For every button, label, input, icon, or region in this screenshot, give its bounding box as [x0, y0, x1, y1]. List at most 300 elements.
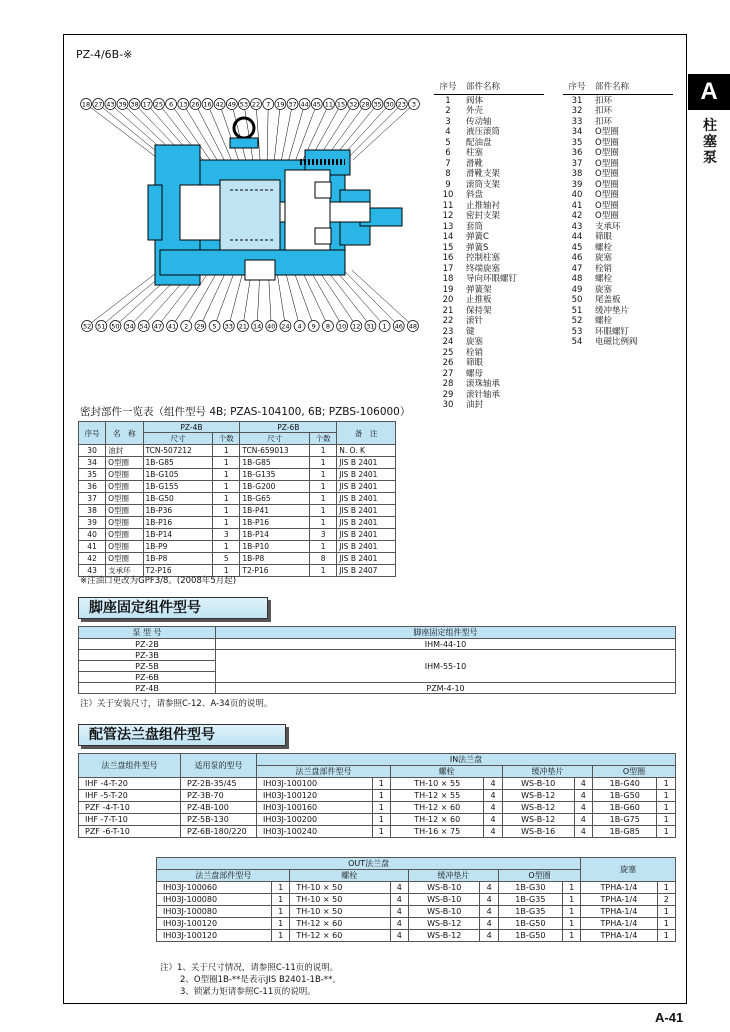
table-cell: 支承环 — [106, 565, 143, 577]
part-name: 筛眼 — [466, 358, 484, 368]
pump-cross-section-diagram — [70, 90, 430, 340]
foot-note: 注）关于安装尺寸，请参照C-12、A-34页的说明。 — [80, 699, 273, 709]
part-row — [563, 327, 683, 338]
table-cell: 1 — [213, 517, 240, 529]
part-name: O型圈 — [595, 127, 619, 137]
table-cell: 1B-G200 — [240, 481, 310, 493]
callout-label: 3 — [411, 100, 416, 109]
table-row — [79, 505, 396, 517]
table-cell: 36 — [79, 481, 106, 493]
part-number: 34 — [571, 127, 583, 137]
table-cell: O型圈 — [106, 481, 143, 493]
table-row — [79, 541, 396, 553]
part-number: 42 — [571, 211, 583, 221]
table-cell: 4 — [574, 814, 592, 826]
table-cell: PZ-3B-70 — [181, 790, 257, 802]
table-cell: PZF -6-T-10 — [79, 826, 181, 838]
table-cell: 1 — [310, 445, 337, 457]
flange-section-title: 配管法兰盘组件型号 — [78, 724, 286, 746]
part-name: 键 — [466, 326, 475, 337]
table-cell: TH-12 × 60 — [290, 918, 390, 930]
table-cell: TCN-507212 — [143, 445, 213, 457]
part-number: 20 — [442, 295, 454, 305]
callout-label: 31 — [366, 322, 375, 331]
part-number: 40 — [571, 190, 583, 200]
part-row — [563, 96, 683, 107]
part-row — [563, 253, 683, 264]
part-number: 54 — [571, 337, 583, 347]
flange-notes: 注）1、关于尺寸情况，请参照C-11页的说明。 2、O型圈1B-**是表示JIS B2401-1B-**。 3、锁紧力矩请参照C-11页的说明。 — [160, 963, 341, 997]
table-cell: 1 — [657, 790, 676, 802]
part-number: 17 — [442, 263, 454, 274]
table-row — [157, 918, 676, 930]
callout-leader — [277, 270, 286, 326]
table-cell: 34 — [79, 457, 106, 469]
part-name: 液压滚筒 — [466, 127, 501, 137]
part-name: 尾盖板 — [595, 295, 621, 305]
table-cell: 38 — [79, 505, 106, 517]
table-cell: 1 — [562, 894, 580, 906]
part-row — [434, 190, 554, 201]
part-row — [434, 337, 554, 348]
part-row — [434, 96, 554, 107]
callout-label: 29 — [196, 322, 205, 331]
callout-label: 38 — [130, 100, 139, 109]
table-row — [79, 802, 676, 814]
table-cell: TH-10 × 50 — [290, 906, 390, 918]
table-row — [79, 493, 396, 505]
callout-label: 37 — [288, 100, 297, 109]
table-cell: PZ-2B-35/45 — [181, 778, 257, 790]
callout-label: 39 — [118, 100, 127, 109]
table-cell: WS-B-10 — [409, 906, 480, 918]
callout-label: 53 — [239, 100, 249, 109]
part-row — [434, 316, 554, 327]
callout-label: 41 — [167, 322, 177, 331]
part-number: 46 — [571, 253, 583, 263]
table-cell: 1 — [657, 826, 676, 838]
part-row — [434, 180, 554, 191]
part-name: 旋塞 — [595, 253, 613, 263]
table-cell: 1B-G50 — [143, 493, 213, 505]
part-name: O型圈 — [595, 179, 619, 190]
table-cell: JIS B 2407 — [337, 565, 396, 577]
part-name: 旋塞 — [595, 284, 613, 295]
table-cell: TCN-659013 — [240, 445, 310, 457]
callout-label: 34 — [125, 322, 134, 331]
part-name: 支承环 — [595, 221, 621, 232]
part-row — [563, 127, 683, 138]
part-number: 51 — [571, 305, 583, 316]
part-number: 27 — [442, 368, 454, 379]
table-cell: 1 — [562, 930, 580, 942]
callout-label: 49 — [227, 100, 236, 109]
table-row — [157, 882, 676, 894]
table-cell: 4 — [480, 930, 498, 942]
table-cell: 1 — [310, 505, 337, 517]
page-number: A-41 — [655, 1010, 684, 1025]
table-cell: O型圈 — [106, 493, 143, 505]
table-cell: TH-12 × 55 — [391, 790, 484, 802]
callout-label: 30 — [385, 100, 394, 109]
table-cell: 4 — [484, 814, 502, 826]
table-cell: WS-B-12 — [409, 930, 480, 942]
part-row — [434, 264, 554, 275]
table-cell: T2-P16 — [143, 565, 213, 577]
table-cell: 1B-G50 — [498, 918, 562, 930]
part-row — [434, 285, 554, 296]
part-number: 8 — [445, 169, 451, 179]
table-cell: 4 — [390, 894, 408, 906]
part-name: 油封 — [466, 400, 484, 410]
table-cell: O型圈 — [106, 517, 143, 529]
callout-label: 51 — [97, 322, 106, 331]
table-cell: IH03J-100120 — [157, 930, 272, 942]
table-row — [79, 553, 396, 565]
part-row — [563, 159, 683, 170]
table-cell: PZ-6B-180/220 — [181, 826, 257, 838]
part-number: 31 — [571, 95, 583, 106]
table-cell: IH03J-100200 — [257, 814, 373, 826]
part-name: O型圈 — [595, 148, 619, 158]
part-number: 5 — [445, 137, 451, 148]
table-cell: 30 — [79, 445, 106, 457]
out-flange-table: OUT法兰盘 旋塞 法兰盘部件型号 螺栓 缓冲垫片 O型圈 IH03J-100060 1 TH-10 × 50 4 WS-B-10 4 1B-G30 1 TPHA-1/4 1 IH03J-100080 1 TH-10 × 50 4 WS-B-10 4 1B-G35 1 TPHA-1/4 2 IH03J-100080 1 TH-10 × 50 4 WS-B-10 4 1B-G35 1 TPHA-1/4 1 IH03J-100120 1 TH-12 × 60 4 WS-B-12 4 1B-G50 1 TPHA-1/4 1 IH03J-100120 1 TH-12 × 60 4 WS-B-12 4 1B-G50 1 TPHA-1/4 1 — [156, 857, 676, 942]
part-row — [563, 211, 683, 222]
table-cell: TPHA-1/4 — [581, 918, 657, 930]
table-cell: O型圈 — [106, 529, 143, 541]
table-cell: T2-P16 — [240, 565, 310, 577]
table-cell: TH-10 × 55 — [391, 778, 484, 790]
table-cell: WS-B-10 — [502, 778, 574, 790]
parts-list-right: 序号 部件名称 31 扣环 32 扣环 33 扣环 34 O型圈 35 O型圈 36 O型圈 37 O型圈 38 O型圈 39 O型圈 40 O型圈 41 O型圈 42 O型圈 43 支承环 44 筛眼 45 螺栓 46 旋塞 47 栓销 48 螺栓 49 旋塞 50 尾盖板 51 缓冲垫片 52 螺栓 53 环眼螺钉 54 电磁比例阀 — [563, 82, 683, 348]
table-cell: TPHA-1/4 — [581, 894, 657, 906]
table-cell: 39 — [79, 517, 106, 529]
part-number: 50 — [571, 295, 583, 305]
table-cell: TH-12 × 60 — [391, 802, 484, 814]
part-number: 13 — [442, 221, 454, 232]
table-cell: JIS B 2401 — [337, 481, 396, 493]
part-number: 22 — [442, 316, 454, 326]
part-name: 保持架 — [466, 305, 492, 316]
table-cell: IH03J-100080 — [157, 906, 272, 918]
table-cell: O型圈 — [106, 553, 143, 565]
table-row — [79, 826, 676, 838]
table-cell: 1 — [562, 918, 580, 930]
part-name: 止推轴衬 — [466, 200, 501, 211]
part-row — [563, 285, 683, 296]
table-cell: 1 — [213, 565, 240, 577]
part-name: 配油盘 — [466, 137, 492, 148]
table-cell: 油封 — [106, 445, 143, 457]
table-cell: 4 — [574, 826, 592, 838]
part-number: 1 — [445, 95, 451, 106]
part-row — [563, 138, 683, 149]
part-name: O型圈 — [595, 200, 619, 211]
parts-list-left: 序号 部件名称 1 阀体 2 外壳 3 传动轴 4 液压滚筒 5 配油盘 6 柱塞 7 滑靴 8 滑靴支架 9 滚筒支架 10 斜盘 11 止推轴衬 12 密封支架 13 套筒 14 弹簧C 15 弹簧S 16 控制柱塞 17 终端旋塞 18 导向环眼螺钉 19 弹簧架 20 止推板 21 保持架 22 滚针 23 键 24 旋塞 25 栓销 26 筛眼 27 螺母 28 滚珠轴承 29 滚针轴承 30 油封 — [434, 82, 554, 411]
table-cell: N. O. K — [337, 445, 396, 457]
part-row — [434, 306, 554, 317]
part-row — [434, 348, 554, 359]
table-cell: 1 — [562, 882, 580, 894]
table-cell: 1 — [213, 493, 240, 505]
part-row — [434, 148, 554, 159]
part-number: 4 — [445, 127, 451, 137]
table-cell: 1B-P8 — [240, 553, 310, 565]
model-title: PZ-4/6B-※ — [76, 48, 133, 61]
part-row — [434, 253, 554, 264]
table-cell: 1B-P8 — [143, 553, 213, 565]
part-number: 41 — [571, 200, 583, 211]
table-cell: O型圈 — [106, 457, 143, 469]
table-cell: IH03J-100120 — [157, 918, 272, 930]
table-cell: 1 — [213, 481, 240, 493]
table-cell: 4 — [484, 778, 502, 790]
table-cell: JIS B 2401 — [337, 529, 396, 541]
table-row — [79, 517, 396, 529]
callout-label: 17 — [142, 100, 151, 109]
part-name: 栓销 — [595, 263, 613, 274]
callout-label: 6 — [169, 100, 174, 109]
table-cell: 4 — [390, 906, 408, 918]
part-row — [563, 169, 683, 180]
table-cell: 1B-G135 — [240, 469, 310, 481]
table-cell: TH-10 × 50 — [290, 894, 390, 906]
part-row — [434, 201, 554, 212]
callout-leader — [229, 270, 244, 326]
table-cell: 40 — [79, 529, 106, 541]
table-cell: WS-B-12 — [502, 802, 574, 814]
part-name: 止推板 — [466, 295, 492, 305]
callout-label: 23 — [397, 100, 406, 109]
part-number: 11 — [442, 200, 454, 211]
table-cell: 1B-G60 — [593, 802, 657, 814]
callout-leader — [87, 270, 160, 326]
part-number: 53 — [571, 326, 583, 337]
part-row — [563, 306, 683, 317]
table-cell: 4 — [390, 882, 408, 894]
part-row — [563, 222, 683, 233]
part-row — [563, 243, 683, 254]
part-row — [563, 180, 683, 191]
table-cell: IH03J-100240 — [257, 826, 373, 838]
part-row — [434, 211, 554, 222]
table-cell: TPHA-1/4 — [581, 930, 657, 942]
table-cell: 4 — [390, 930, 408, 942]
table-cell: 1 — [310, 541, 337, 553]
table-cell: 41 — [79, 541, 106, 553]
part-row — [434, 106, 554, 117]
table-cell: 1B-G35 — [498, 906, 562, 918]
callout-leader — [293, 270, 313, 326]
callout-label: 11 — [324, 100, 334, 109]
table-row — [157, 906, 676, 918]
callout-label: 13 — [179, 100, 188, 109]
callout-label: 27 — [94, 100, 103, 109]
part-name: 滚针轴承 — [466, 389, 501, 400]
part-row — [563, 264, 683, 275]
part-name: O型圈 — [595, 211, 619, 221]
part-name: 滚珠轴承 — [466, 379, 501, 389]
table-cell: 4 — [574, 778, 592, 790]
part-name: 弹簧C — [466, 232, 489, 242]
part-name: 阀体 — [466, 95, 484, 106]
part-number: 29 — [442, 389, 454, 400]
section-tab-text: 柱 塞 泵 — [703, 118, 717, 166]
part-name: O型圈 — [595, 190, 619, 200]
table-cell: 4 — [480, 906, 498, 918]
table-cell: 1 — [213, 505, 240, 517]
part-row — [434, 222, 554, 233]
table-cell: 5 — [213, 553, 240, 565]
table-cell: 1 — [272, 894, 290, 906]
table-cell: 1B-G65 — [240, 493, 310, 505]
table-cell: 35 — [79, 469, 106, 481]
part-name: 扣环 — [595, 95, 613, 106]
part-name: 滚筒支架 — [466, 179, 501, 190]
table-cell: 1B-P36 — [143, 505, 213, 517]
in-flange-table: 法兰盘组件型号 适用泵的型号 IN法兰盘 法兰盘部件型号 螺栓 缓冲垫片 O型圈 IHF -4-T-20 PZ-2B-35/45 IH03J-100100 1 TH-10 × 55 4 WS-B-10 4 1B-G40 1 IHF -5-T-20 PZ-3B-70 IH03J-100120 1 TH-12 × 55 4 WS-B-12 4 1B-G50 1 PZF -4-T-10 PZ-4B-100 IH03J-100160 1 TH-12 × 60 4 WS-B-12 4 1B-G60 1 IHF -7-T-10 PZ-5B-130 IH03J-100200 1 TH-12 × 60 4 WS-B-12 4 1B-G75 1 PZF -6-T-10 PZ-6B-180/220 IH03J-100240 1 TH-16 × 75 4 WS-B-16 4 1B-G85 1 — [78, 753, 676, 838]
callout-label: 24 — [281, 322, 290, 331]
table-cell: 1 — [372, 790, 390, 802]
callout-label: 4 — [297, 322, 302, 331]
table-cell: 1 — [372, 802, 390, 814]
table-cell: 1 — [213, 469, 240, 481]
table-cell: PZ-4B-100 — [181, 802, 257, 814]
table-cell: 1B-G85 — [593, 826, 657, 838]
part-number: 52 — [571, 316, 583, 326]
table-cell: 1B-G85 — [143, 457, 213, 469]
table-cell: 4 — [480, 894, 498, 906]
callout-leader — [327, 270, 371, 326]
table-row — [79, 778, 676, 790]
part-row — [434, 232, 554, 243]
callout-leader — [335, 270, 385, 326]
table-cell: 1 — [562, 906, 580, 918]
table-cell: 1 — [372, 778, 390, 790]
callout-label: 19 — [276, 100, 285, 109]
callout-label: 32 — [349, 100, 358, 109]
part-name: 螺栓 — [595, 274, 613, 284]
table-cell: 1 — [213, 445, 240, 457]
table-cell: IH03J-100080 — [157, 894, 272, 906]
table-cell: 1 — [657, 778, 676, 790]
table-cell: 1B-P16 — [143, 517, 213, 529]
table-cell: TPHA-1/4 — [581, 906, 657, 918]
table-cell: 1B-P10 — [240, 541, 310, 553]
part-number: 47 — [571, 263, 583, 274]
part-name: 螺母 — [466, 368, 484, 379]
table-cell: 1 — [657, 814, 676, 826]
part-name: 密封支架 — [466, 211, 501, 221]
part-row — [434, 243, 554, 254]
part-number: 33 — [571, 116, 583, 127]
part-row — [434, 169, 554, 180]
table-row — [79, 790, 676, 802]
callout-label: 16 — [203, 100, 212, 109]
part-row — [434, 390, 554, 401]
table-cell: WS-B-12 — [502, 814, 574, 826]
part-row — [434, 274, 554, 285]
part-number: 26 — [442, 358, 454, 368]
part-row — [434, 358, 554, 369]
table-cell: 4 — [484, 790, 502, 802]
table-cell: IH03J-100160 — [257, 802, 373, 814]
callout-label: 10 — [337, 322, 347, 331]
table-cell: JIS B 2401 — [337, 517, 396, 529]
table-cell: 1B-P14 — [240, 529, 310, 541]
table-cell: IHF -7-T-10 — [79, 814, 181, 826]
callout-leader — [285, 270, 300, 326]
table-cell: 1B-G40 — [593, 778, 657, 790]
foot-section-title: 脚座固定组件型号 — [78, 597, 268, 619]
part-number: 6 — [445, 148, 451, 158]
table-cell: 1 — [657, 918, 675, 930]
table-cell: 2 — [657, 894, 675, 906]
seal-note: ※注油口更改为GPF3/8。(2008年5月起) — [80, 576, 237, 586]
callout-label: 47 — [153, 322, 163, 331]
table-cell: 1 — [272, 918, 290, 930]
table-cell: WS-B-12 — [409, 918, 480, 930]
table-cell: 1B-G50 — [498, 930, 562, 942]
part-name: 栓销 — [466, 347, 484, 358]
callout-label: 2 — [184, 322, 189, 331]
table-row — [79, 469, 396, 481]
part-name: 弹簧S — [466, 242, 489, 253]
part-number: 12 — [442, 211, 454, 221]
seal-parts-table: 序号 名 称 PZ-4B PZ-6B 备 注 尺寸 个数 尺寸 个数 30 油封 TCN-507212 1 TCN-659013 1 N. O. K 34 O型圈 1B-G85 1 1B-G85 1 JIS B 2401 35 O型圈 1B-G105 1 1B-G135 1 JIS B 2401 36 O型圈 1B-G155 1 1B-G200 1 JIS B 2401 37 O型圈 1B-G50 1 1B-G65 1 JIS B 2401 38 O型圈 1B-P36 1 1B-P41 1 JIS B 2401 39 O型圈 1B-P16 1 1B-P16 1 JIS B 2401 40 O型圈 1B-P14 3 1B-P14 3 JIS B 2401 41 O型圈 1B-P9 1 1B-P10 1 JIS B 2401 42 O型圈 1B-P8 5 1B-P8 8 JIS B 2401 43 支承环 T2-P16 1 T2-P16 1 JIS B 2407 — [78, 421, 396, 577]
part-number: 18 — [442, 274, 454, 284]
part-number: 19 — [442, 284, 454, 295]
part-number: 37 — [571, 158, 583, 169]
callout-label: 48 — [408, 322, 418, 331]
table-cell: O型圈 — [106, 469, 143, 481]
table-cell: 4 — [574, 790, 592, 802]
section-tab-letter: A — [688, 74, 730, 110]
table-cell: IH03J-100100 — [257, 778, 373, 790]
table-cell: 1 — [310, 481, 337, 493]
table-cell: PZ-5B-130 — [181, 814, 257, 826]
callout-label: 14 — [252, 322, 262, 331]
callout-label: 26 — [191, 100, 200, 109]
part-name: 扣环 — [595, 106, 613, 116]
callout-leader — [346, 104, 402, 160]
table-cell: 1 — [310, 457, 337, 469]
part-name: O型圈 — [595, 158, 619, 169]
part-row — [563, 117, 683, 128]
table-row — [79, 457, 396, 469]
part-name: 电磁比例阀 — [595, 337, 638, 347]
callout-label: 52 — [82, 322, 92, 331]
part-row — [563, 274, 683, 285]
table-cell: 1B-G30 — [498, 882, 562, 894]
table-cell: IHF -5-T-20 — [79, 790, 181, 802]
part-name: 扣环 — [595, 116, 613, 127]
part-number: 14 — [442, 232, 454, 242]
table-cell: 1B-P9 — [143, 541, 213, 553]
callout-label: 15 — [336, 100, 346, 109]
callout-label: 21 — [238, 322, 248, 331]
callout-label: 40 — [267, 322, 276, 331]
callout-leader — [274, 104, 280, 160]
part-number: 16 — [442, 253, 454, 263]
part-row — [434, 159, 554, 170]
table-cell: 4 — [480, 918, 498, 930]
table-cell: 1 — [272, 906, 290, 918]
table-row — [79, 814, 676, 826]
table-cell: 1B-G75 — [593, 814, 657, 826]
part-row — [434, 127, 554, 138]
